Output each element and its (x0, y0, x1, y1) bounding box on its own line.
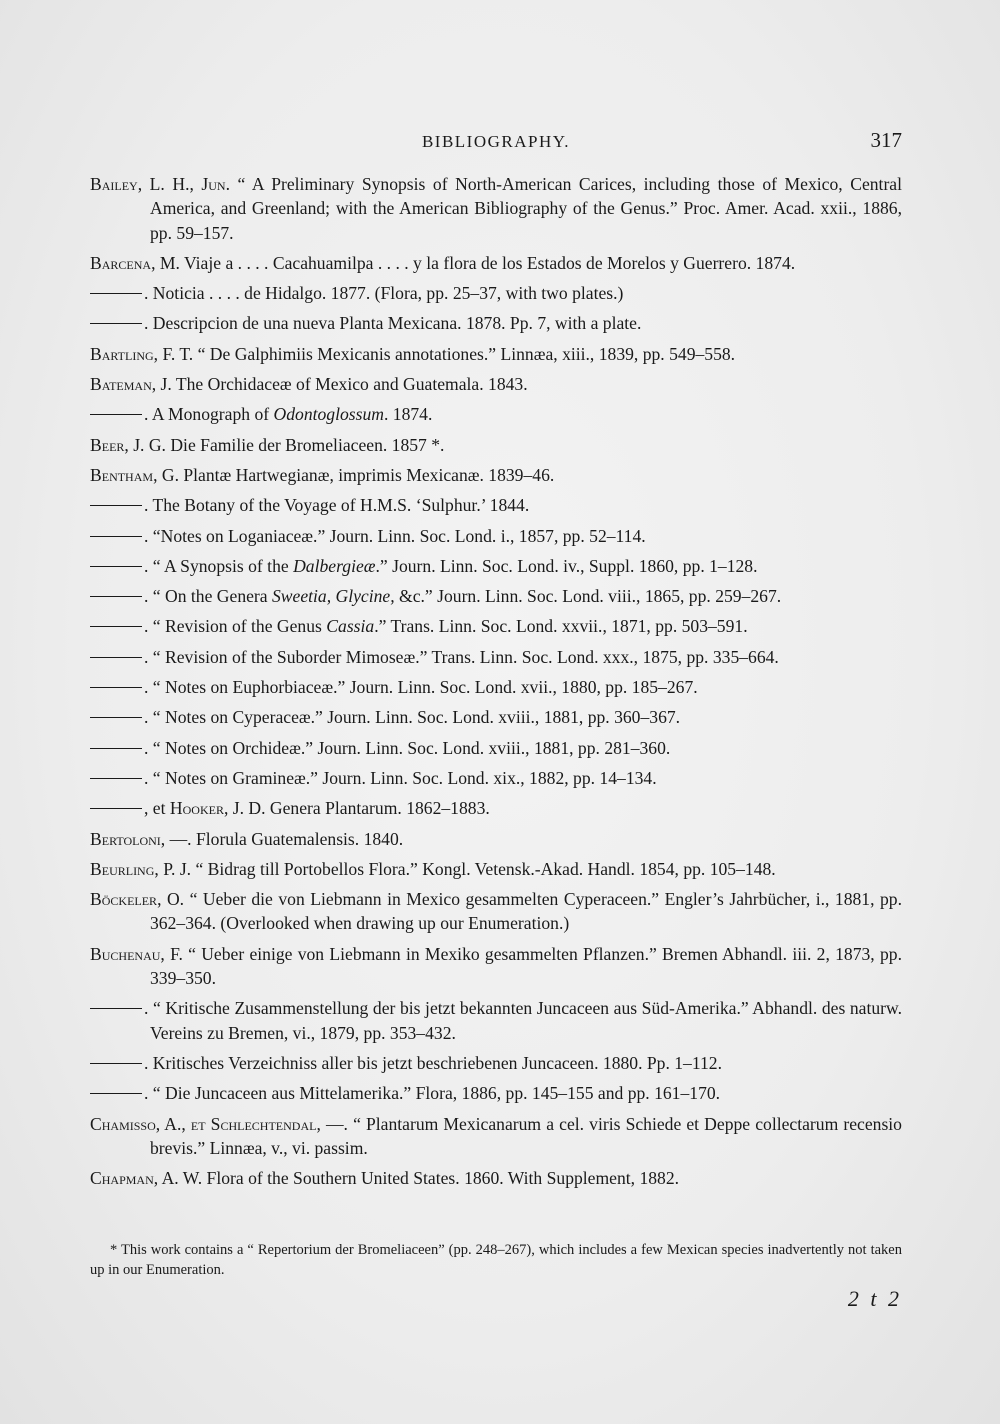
bibliography-entry (90, 281, 902, 305)
bibliography-entry (90, 887, 902, 936)
entry-text: “ Ueber die von Liebmann in Mexico gesammelten Cyperaceen.” Engler’s Jahrbücher, i., 1881, pp. 362–364. (Overlooked when drawing up our Enumeration.) (150, 889, 902, 934)
footnote-text: * This work contains a “ Repertorium der Bromeliaceen” (pp. 248–267), which includes a few Mexican species inadvertently not taken up in our Enumeration. (90, 1242, 902, 1278)
dash-punctuation: . (144, 525, 149, 546)
bibliography-entry (90, 705, 902, 729)
entry-author: Barcena, M. (90, 252, 180, 273)
bibliography-entry (90, 675, 902, 699)
bibliography-entry (90, 996, 902, 1045)
bibliography-entry (90, 251, 902, 275)
ditto-dash (90, 505, 142, 506)
entry-text: Flora of the Southern United States. 1860. With Supplement, 1882. (202, 1168, 680, 1189)
dash-punctuation: . (144, 737, 149, 758)
ditto-dash (90, 414, 142, 415)
entry-text: Kritisches Verzeichniss aller bis jetzt beschriebenen Juncaceen. 1880. Pp. 1–112. (148, 1052, 722, 1073)
entry-text: The Botany of the Voyage of H.M.S. ‘Sulphur.’ 1844. (148, 495, 530, 516)
signature-mark: 2 t 2 (847, 1286, 902, 1311)
entry-text-after: , J. D. Genera Plantarum. 1862–1883. (223, 798, 490, 819)
entry-author: Bailey, L. H., Jun. (90, 174, 230, 194)
dash-punctuation: . (144, 677, 149, 698)
dash-punctuation: . (144, 495, 149, 516)
bibliography-entry (90, 1051, 902, 1075)
bibliography-list (90, 172, 902, 1196)
footnote (90, 1240, 902, 1280)
entry-author: Chapman, A. W. (90, 1168, 203, 1189)
entry-author: Beurling, P. J. (90, 858, 192, 879)
entry-author: Bateman, J. (90, 374, 172, 395)
page-number: 317 (870, 128, 902, 152)
bibliography-entry (90, 857, 902, 881)
ditto-dash (90, 536, 142, 537)
ditto-dash (90, 808, 142, 809)
bibliography-entry (90, 736, 902, 760)
entry-author: Chamisso, A., et Schlechtendal, —. (90, 1113, 348, 1134)
running-header (90, 128, 902, 158)
dash-punctuation: . (144, 616, 149, 637)
entry-text: Noticia . . . . de Hidalgo. 1877. (Flora, pp. 25–37, with two plates.) (148, 283, 624, 304)
entry-author: Beer, J. G. (90, 434, 166, 455)
entry-text: Viaje a . . . . Cacahuamilpa . . . . y la flora de los Estados de Morelos y Guerrero. 1874. (179, 252, 796, 273)
dash-punctuation: . (144, 707, 149, 728)
entry-text: “ Revision of the Suborder Mimoseæ.” Trans. Linn. Soc. Lond. xxx., 1875, pp. 335–664. (148, 646, 779, 667)
entry-text-after: . 1874. (383, 404, 433, 425)
entry-italic-title: Dalbergieæ (293, 555, 376, 576)
bibliography-entry (90, 172, 902, 245)
entry-author: Böckeler, O. (90, 889, 185, 910)
entry-text: “ Notes on Orchideæ.” Journ. Linn. Soc. Lond. xviii., 1881, pp. 281–360. (148, 737, 671, 758)
bibliography-entry (90, 645, 902, 669)
dash-punctuation: . (144, 313, 149, 334)
bibliography-entry (90, 942, 902, 991)
running-title: BIBLIOGRAPHY. (421, 132, 571, 151)
entry-italic-title: Sweetia, Glycine, (272, 586, 395, 607)
entry-text: A Monograph of (148, 404, 274, 425)
entry-text: Florula Guatemalensis. 1840. (191, 828, 404, 849)
bibliography-entry (90, 372, 902, 396)
entry-text: Plantæ Hartwegianæ, imprimis Mexicanæ. 1839–46. (178, 464, 555, 485)
entry-text: The Orchidaceæ of Mexico and Guatemala. 1843. (171, 374, 528, 395)
ditto-dash (90, 1093, 142, 1094)
entry-text: “ A Preliminary Synopsis of North-American Carices, including those of Mexico, Central America, and Greenland; with the American Bibliography of the Genus.” Proc. Amer. Acad. xxii., 1886, pp. 59–157. (150, 174, 902, 243)
bibliography-entry (90, 402, 902, 426)
entry-text: “ A Synopsis of the (148, 555, 294, 576)
entry-text: “ De Galphimiis Mexicanis annotationes.” Linnæa, xiii., 1839, pp. 549–558. (193, 343, 736, 364)
dash-punctuation: . (144, 555, 149, 576)
bibliography-entry (90, 827, 902, 851)
bibliography-entry (90, 1112, 902, 1161)
ditto-dash (90, 293, 142, 294)
ditto-dash (90, 1063, 142, 1064)
bibliography-entry (90, 584, 902, 608)
entry-text: “ Ueber einige von Liebmann in Mexiko gesammelten Pflanzen.” Bremen Abhandl. iii. 2, 1873, pp. 339–350. (150, 943, 902, 989)
bibliography-entry (90, 342, 902, 366)
entry-italic-title: Cassia (326, 616, 375, 637)
ditto-dash (90, 717, 142, 718)
bibliography-entry (90, 463, 902, 487)
ditto-dash (90, 626, 142, 627)
entry-text: Descripcion de una nueva Planta Mexicana. 1878. Pp. 7, with a plate. (148, 313, 642, 334)
entry-text-after: &c.” Journ. Linn. Soc. Lond. viii., 1865, pp. 259–267. (394, 586, 782, 607)
entry-author: Bertoloni, —. (90, 828, 192, 849)
bibliography-entry (90, 614, 902, 638)
entry-coauthor: Hooker (169, 798, 224, 819)
ditto-dash (90, 778, 142, 779)
ditto-dash (90, 687, 142, 688)
entry-text-after: .” Journ. Linn. Soc. Lond. iv., Suppl. 1860, pp. 1–128. (375, 555, 758, 576)
ditto-dash (90, 1008, 142, 1009)
entry-author: Bentham, G. (90, 464, 179, 485)
entry-text: Die Familie der Bromeliaceen. 1857 *. (165, 434, 445, 455)
bibliography-entry (90, 796, 902, 820)
entry-text: “ Plantarum Mexicanarum a cel. viris Schiede et Deppe collectarum recensio brevis.” Linnæa, v., vi. passim. (150, 1113, 902, 1158)
bibliography-entry (90, 554, 902, 578)
ditto-dash (90, 748, 142, 749)
entry-author: Buchenau, F. (90, 943, 183, 964)
ditto-dash (90, 657, 142, 658)
entry-text: “ Notes on Cyperaceæ.” Journ. Linn. Soc. Lond. xviii., 1881, pp. 360–367. (148, 707, 681, 728)
entry-italic-title: Odontoglossum (273, 404, 384, 425)
entry-text: et (148, 798, 170, 819)
entry-text: “ Revision of the Genus (148, 616, 327, 637)
bibliography-entry (90, 493, 902, 517)
dash-punctuation: . (144, 404, 149, 425)
entry-text: “ Notes on Euphorbiaceæ.” Journ. Linn. Soc. Lond. xvii., 1880, pp. 185–267. (148, 677, 698, 698)
bibliography-entry (90, 311, 902, 335)
dash-punctuation: . (144, 1052, 149, 1073)
ditto-dash (90, 566, 142, 567)
ditto-dash (90, 596, 142, 597)
entry-text: “ On the Genera (148, 586, 272, 607)
dash-punctuation: . (144, 586, 149, 607)
entry-text: “ Bidrag till Portobellos Flora.” Kongl. Vetensk.-Akad. Handl. 1854, pp. 105–148. (191, 858, 776, 879)
bibliography-entry (90, 524, 902, 548)
entry-text: “Notes on Loganiaceæ.” Journ. Linn. Soc. Lond. i., 1857, pp. 52–114. (148, 525, 646, 546)
dash-punctuation: , (144, 798, 149, 819)
bibliography-entry (90, 1081, 902, 1105)
ditto-dash (90, 323, 142, 324)
entry-author: Bartling, F. T. (90, 343, 194, 364)
bibliography-entry (90, 766, 902, 790)
entry-text: “ Die Juncaceen aus Mittelamerika.” Flora, 1886, pp. 145–155 and pp. 161–170. (148, 1083, 721, 1104)
dash-punctuation: . (144, 283, 149, 304)
dash-punctuation: . (144, 767, 149, 788)
bibliography-entry (90, 433, 902, 457)
entry-text: “ Notes on Gramineæ.” Journ. Linn. Soc. Lond. xix., 1882, pp. 14–134. (148, 767, 657, 788)
entry-text: “ Kritische Zusammenstellung der bis jetzt bekannten Juncaceen aus Süd-Amerika.” Abhandl. des naturw. Vereins zu Bremen, vi., 1879, pp. 353–432. (148, 998, 902, 1043)
dash-punctuation: . (144, 998, 149, 1019)
bibliography-entry (90, 1166, 902, 1190)
entry-text-after: .” Trans. Linn. Soc. Lond. xxvii., 1871, pp. 503–591. (374, 616, 748, 637)
dash-punctuation: . (144, 1083, 149, 1104)
dash-punctuation: . (144, 646, 149, 667)
